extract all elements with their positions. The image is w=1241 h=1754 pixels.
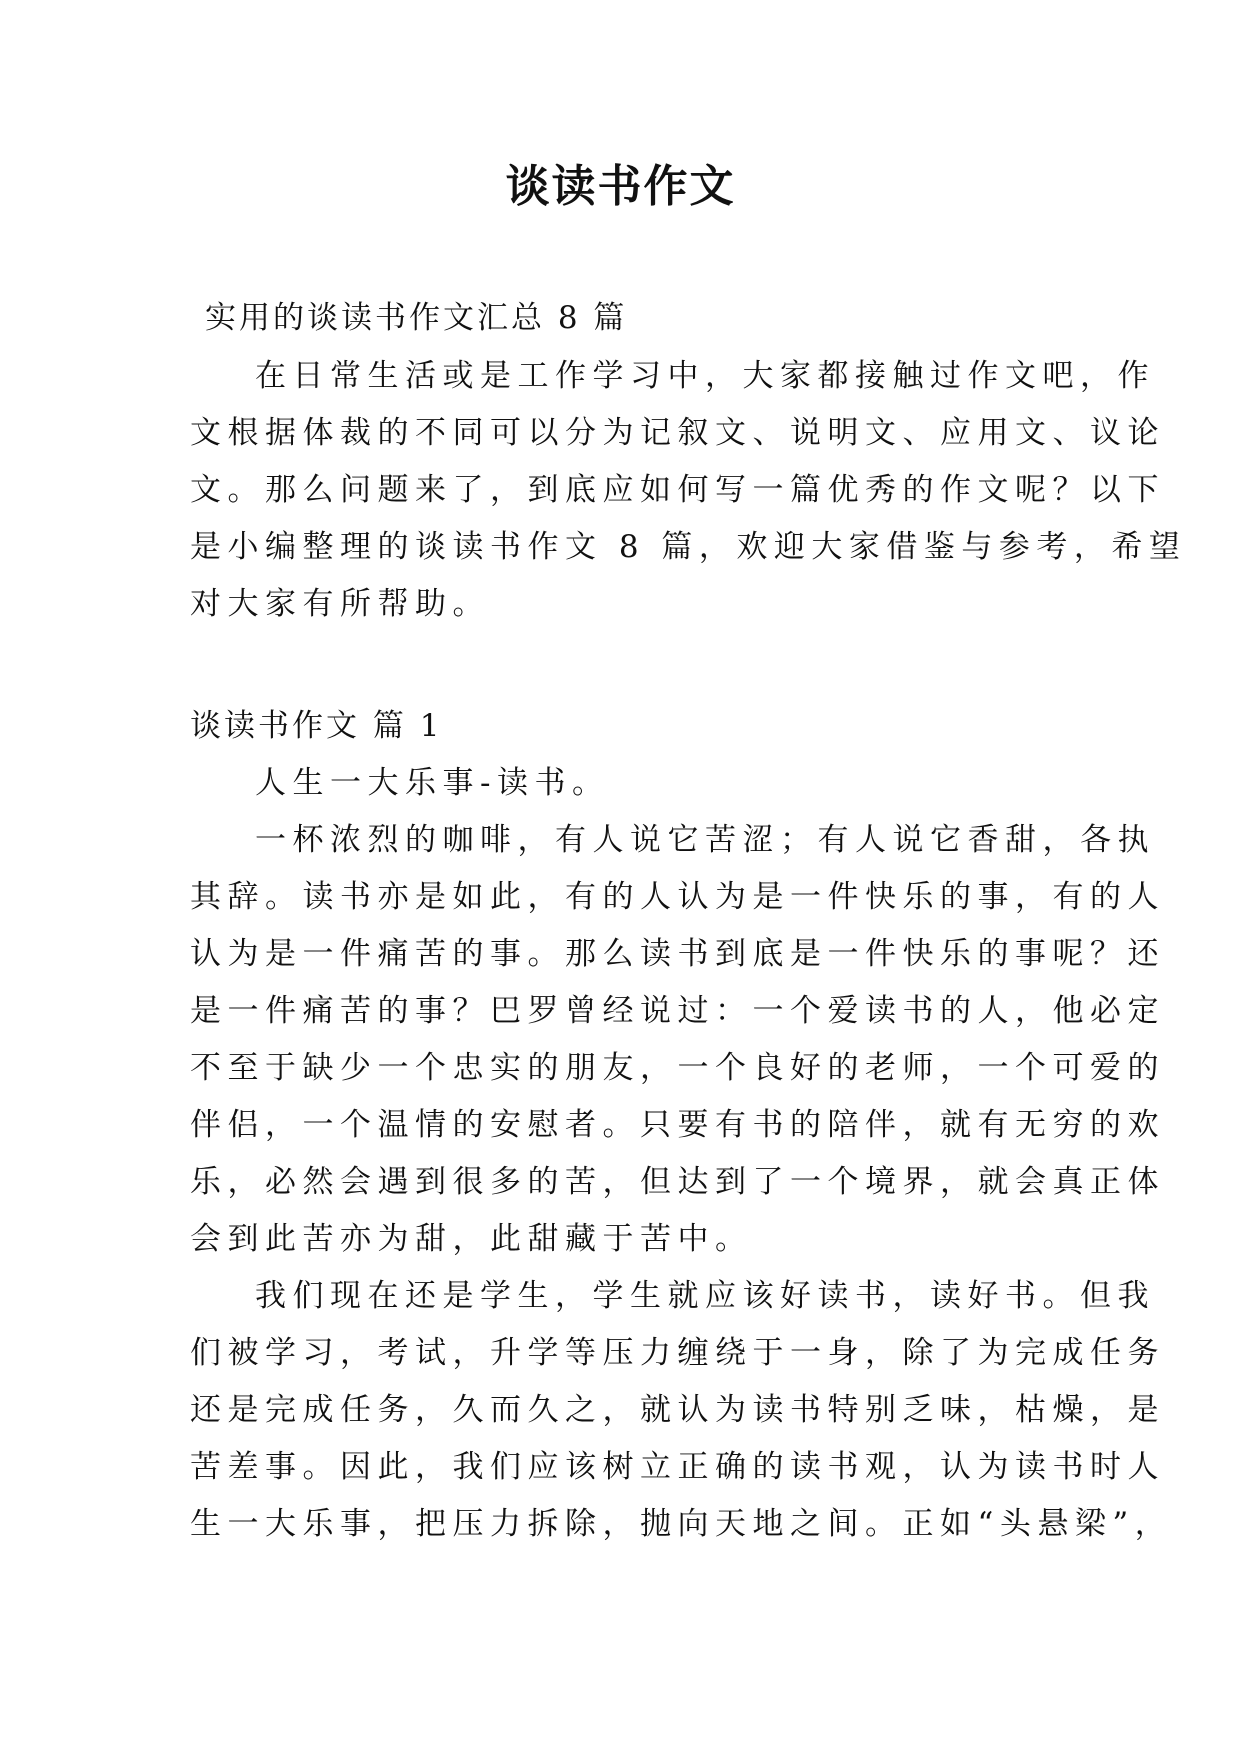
essay-line: 会到此苦亦为甜，此甜藏于苦中。 bbox=[190, 1221, 753, 1257]
essay-line: 是一件痛苦的事？巴罗曾经说过：一个爱读书的人，他必定 bbox=[190, 993, 1165, 1029]
intro-line: 文。那么问题来了，到底应如何写一篇优秀的作文呢？以下 bbox=[190, 472, 1165, 508]
essay-line: 们被学习，考试，升学等压力缠绕于一身，除了为完成任务 bbox=[190, 1335, 1165, 1371]
document-subtitle: 实用的谈读书作文汇总 8 篇 bbox=[205, 300, 628, 336]
essay-line: 其辞。读书亦是如此，有的人认为是一件快乐的事，有的人 bbox=[190, 879, 1165, 915]
essay-line: 伴侣，一个温情的安慰者。只要有书的陪伴，就有无穷的欢 bbox=[190, 1107, 1165, 1143]
document-title: 谈读书作文 bbox=[505, 161, 736, 212]
essay-line: 不至于缺少一个忠实的朋友，一个良好的老师，一个可爱的 bbox=[190, 1050, 1165, 1086]
intro-line: 在日常生活或是工作学习中，大家都接触过作文吧，作 bbox=[255, 358, 1155, 394]
essay-line: 苦差事。因此，我们应该树立正确的读书观，认为读书时人 bbox=[190, 1449, 1165, 1485]
essay-line: 还是完成任务，久而久之，就认为读书特别乏味，枯燥，是 bbox=[190, 1392, 1165, 1428]
essay-line: 乐，必然会遇到很多的苦，但达到了一个境界，就会真正体 bbox=[190, 1164, 1165, 1200]
intro-line: 对大家有所帮助。 bbox=[190, 586, 490, 622]
essay-line: 人生一大乐事-读书。 bbox=[255, 765, 610, 801]
essay-line: 生一大乐事，把压力拆除，抛向天地之间。正如“头悬梁”， bbox=[190, 1506, 1173, 1542]
intro-line: 是小编整理的谈读书作文 8 篇，欢迎大家借鉴与参考，希望 bbox=[190, 529, 1187, 565]
essay-line: 一杯浓烈的咖啡，有人说它苦涩；有人说它香甜，各执 bbox=[255, 822, 1155, 858]
section-heading: 谈读书作文 篇 1 bbox=[190, 708, 443, 744]
essay-line: 我们现在还是学生，学生就应该好读书，读好书。但我 bbox=[255, 1278, 1155, 1314]
essay-line: 认为是一件痛苦的事。那么读书到底是一件快乐的事呢？还 bbox=[190, 936, 1165, 972]
intro-line: 文根据体裁的不同可以分为记叙文、说明文、应用文、议论 bbox=[190, 415, 1165, 451]
